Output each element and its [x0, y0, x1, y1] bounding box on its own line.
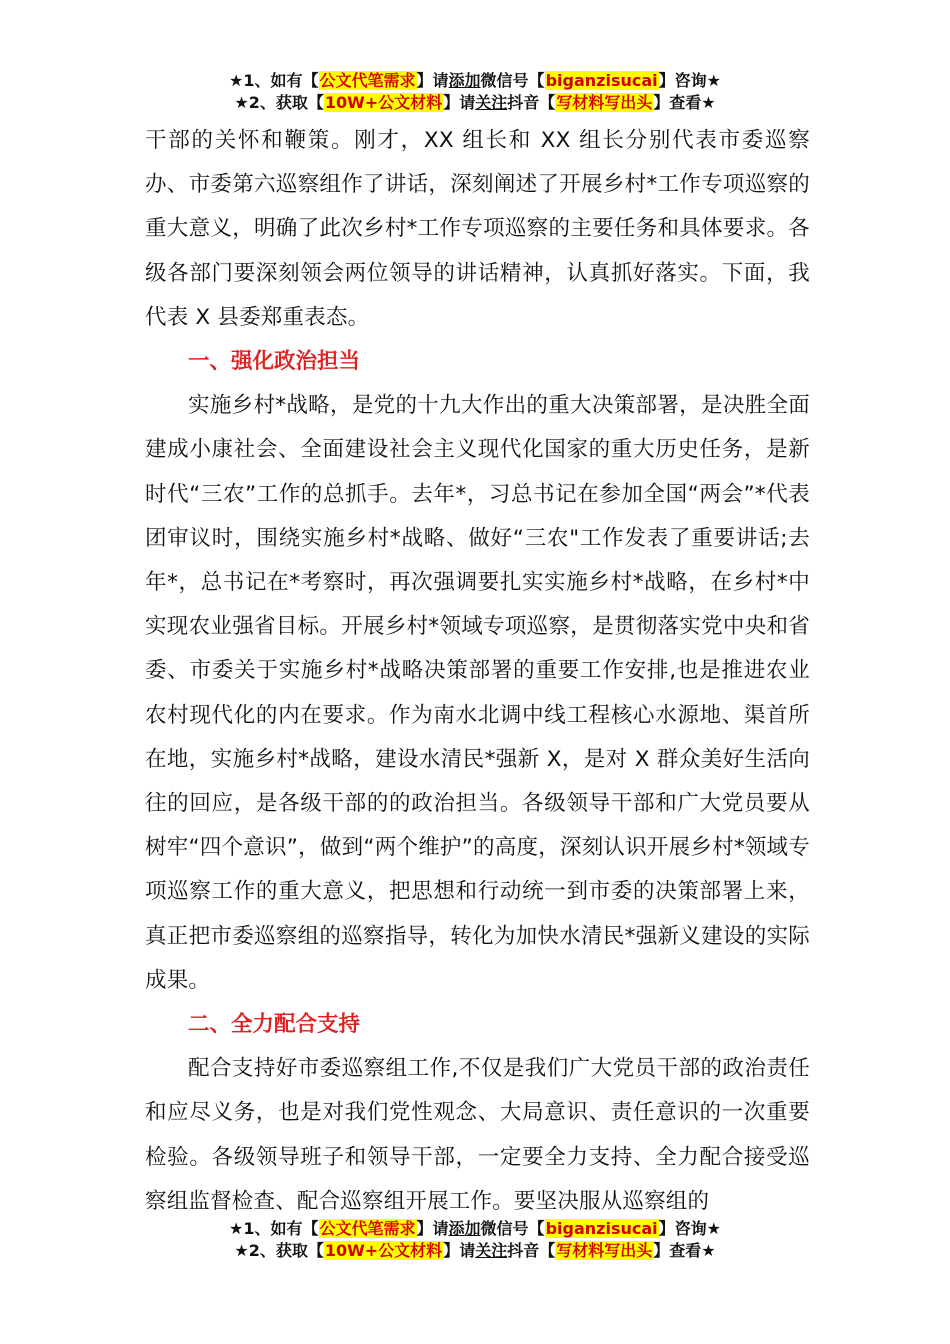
footer-banner	[0, 1218, 950, 1262]
document-body	[145, 119, 810, 1224]
section-heading-2: 二、全力配合支持	[188, 1012, 361, 1038]
highlight-wechat-id: biganzisucai	[545, 71, 658, 90]
banner-line-2: ★2、获取【10W+公文材料】请关注抖音【写材料写出头】查看★	[234, 93, 716, 112]
highlight-materials: 10W+公文材料	[324, 93, 443, 112]
highlight-wechat-id: biganzisucai	[545, 1219, 658, 1238]
highlight-service: 公文代笔需求	[319, 71, 416, 90]
highlight-materials: 10W+公文材料	[324, 1241, 443, 1260]
header-banner	[0, 70, 950, 114]
banner-line-1: ★1、如有【公文代笔需求】请添加微信号【biganzisucai】咨询★	[229, 71, 721, 90]
banner-line-2: ★2、获取【10W+公文材料】请关注抖音【写材料写出头】查看★	[234, 1241, 716, 1260]
paragraph-section-1: 实施乡村*战略，是党的十九大作出的重大决策部署，是决胜全面建成小康社会、全面建设社会主义现代化国家的重大历史任务，是新时代“三农”工作的总抓手。去年*，习总书记在参加全国“两会”*代表团审议时，围绕实施乡村*战略、做好“三农"工作发表了重要讲话;去年*，总书记在*考察时，再次强调要扎实实施乡村*战略，在乡村*中实现农业强省目标。开展乡村*领域专项巡察，是贯彻落实党中央和省委、市委关于实施乡村*战略决策部署的重要工作安排,也是推进农业农村现代化的内在要求。作为南水北调中线工程核心水源地、渠首所在地，实施乡村*战略，建设水清民*强新 X，是对 X 群众美好生活向往的回应，是各级干部的的政治担当。各级领导干部和广大党员要从树牢“四个意识”，做到“两个维护”的高度，深刻认识开展乡村*领域专项巡察工作的重大意义，把思想和行动统一到市委的决策部署上来，真正把市委巡察组的巡察指导，转化为加快水清民*强新义建设的实际成果。	[145, 393, 810, 993]
paragraph-section-2: 配合支持好市委巡察组工作,不仅是我们广大党员干部的政治责任和应尽义务，也是对我们党性观念、大局意识、责任意识的一次重要检验。各级领导班子和领导干部，一定要全力支持、全力配合接受巡察组监督检查、配合巡察组开展工作。要坚决服从巡察组的	[145, 1056, 810, 1214]
highlight-douyin: 写材料写出头	[556, 1241, 653, 1260]
paragraph-intro: 干部的关怀和鞭策。刚才，XX 组长和 XX 组长分别代表市委巡察办、市委第六巡察组作了讲话，深刻阐述了开展乡村*工作专项巡察的重大意义，明确了此次乡村*工作专项巡察的主要任务和具体要求。各级各部门要深刻领会两位领导的讲话精神，认真抓好落实。下面，我代表 X 县委郑重表态。	[145, 128, 810, 330]
highlight-douyin: 写材料写出头	[556, 93, 653, 112]
highlight-service: 公文代笔需求	[319, 1219, 416, 1238]
section-heading-1: 一、强化政治担当	[188, 349, 361, 375]
banner-line-1: ★1、如有【公文代笔需求】请添加微信号【biganzisucai】咨询★	[229, 1219, 721, 1238]
